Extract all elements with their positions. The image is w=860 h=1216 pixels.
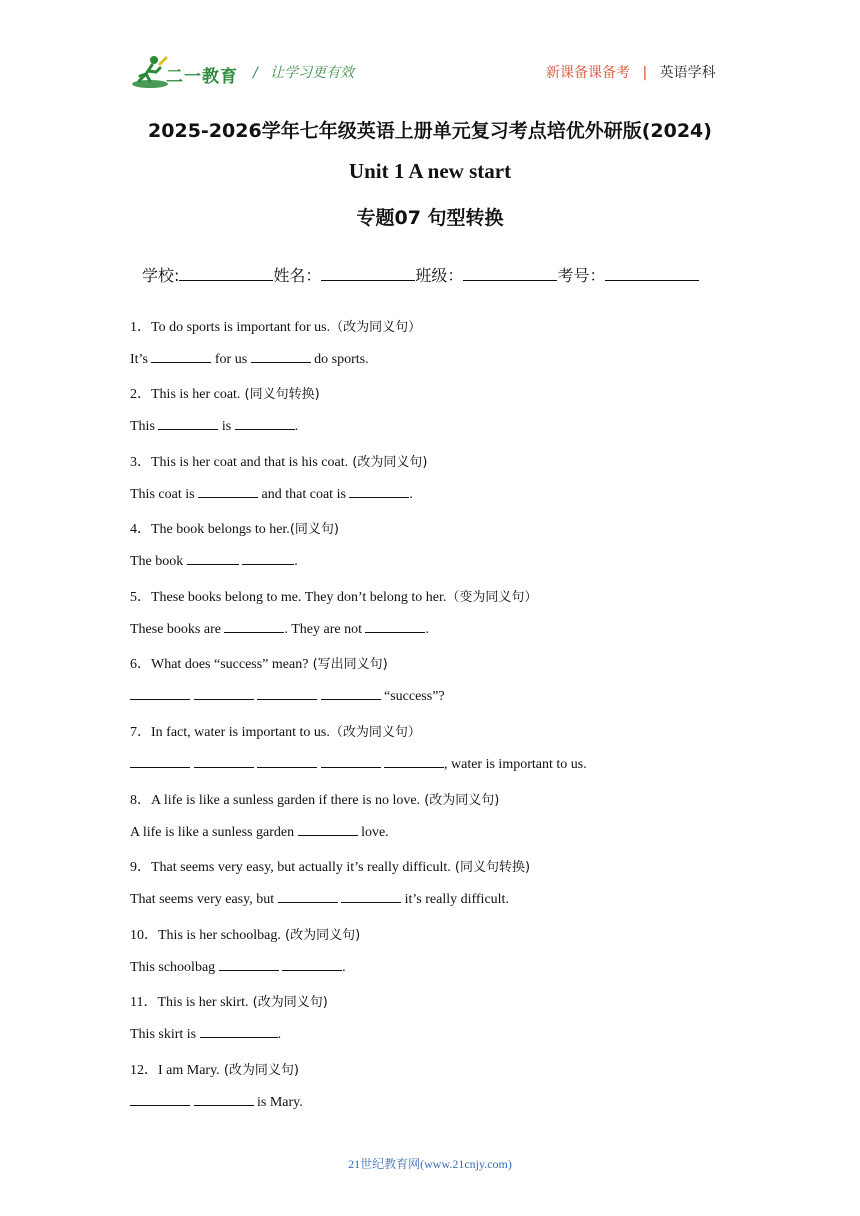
question-7-prompt xyxy=(130,721,421,741)
logo-text: 二一教育 xyxy=(166,67,238,87)
question-4-text: 4．The book belongs to her. xyxy=(130,522,290,537)
question-1-answer xyxy=(130,350,369,368)
question-12-note: (改为同义句) xyxy=(219,1063,299,1078)
slogan-slash: / xyxy=(253,65,258,81)
name-blank xyxy=(321,266,415,281)
q6-blank-4 xyxy=(321,687,381,700)
school-label: 学校: xyxy=(142,266,180,285)
page-footer: 21世纪教育网(www.21cnjy.com) xyxy=(348,1157,512,1171)
q5-blank-1 xyxy=(224,620,284,633)
q10-blank-2 xyxy=(282,958,342,971)
question-9-prompt xyxy=(130,856,530,876)
question-1-text: 1．To do sports is important for us. xyxy=(130,320,331,335)
slogan-text: 让学习更有效 xyxy=(270,65,355,81)
question-10-answer xyxy=(130,958,346,976)
q1-seg-3: do sports. xyxy=(314,352,369,367)
question-8-answer xyxy=(130,823,389,841)
question-9-note: (同义句转换) xyxy=(450,860,531,875)
q11-blank-1 xyxy=(200,1025,278,1038)
question-3-text: 3．This is her coat and that is his coat. xyxy=(130,455,349,470)
header-subject-label: 英语学科 xyxy=(659,65,716,81)
question-11-answer xyxy=(130,1025,281,1043)
q5-seg-1: These books are xyxy=(130,622,221,637)
question-5-note: （变为同义句） xyxy=(446,590,538,605)
question-11-note: (改为同义句) xyxy=(248,995,328,1010)
header-right xyxy=(546,62,716,82)
q6-blank-3 xyxy=(257,687,317,700)
question-10-text: 10．This is her schoolbag. xyxy=(130,928,281,943)
q2-seg-3: . xyxy=(294,419,299,434)
q11-seg-2: . xyxy=(277,1027,282,1042)
header-course-label: 新课备课备考 xyxy=(546,65,630,81)
question-9-answer xyxy=(130,890,509,908)
q7-blank-3 xyxy=(257,755,317,768)
question-8-prompt xyxy=(130,789,499,809)
q5-blank-2 xyxy=(365,620,425,633)
q3-seg-2: and that coat is xyxy=(261,487,346,502)
question-12-text: 12．I am Mary. xyxy=(130,1063,220,1078)
question-11-text: 11．This is her skirt. xyxy=(130,995,249,1010)
q7-blank-1 xyxy=(130,755,190,768)
class-blank xyxy=(463,266,557,281)
q4-seg-1: The book xyxy=(130,554,184,569)
question-1-prompt xyxy=(130,316,421,336)
q1-seg-1: It’s xyxy=(130,352,148,367)
q12-blank-1 xyxy=(130,1093,190,1106)
q7-blank-5 xyxy=(384,755,444,768)
question-2-note: (同义句转换) xyxy=(240,387,320,402)
q2-blank-2 xyxy=(235,417,295,430)
q10-seg-1: This schoolbag xyxy=(130,960,216,975)
q8-blank-1 xyxy=(298,823,358,836)
q11-seg-1: This skirt is xyxy=(130,1027,197,1042)
q10-seg-2: . xyxy=(342,960,346,975)
question-8-note: (改为同义句) xyxy=(420,793,500,808)
unit-title: Unit 1 A new start xyxy=(348,159,512,183)
q6-blank-1 xyxy=(130,687,190,700)
question-6-answer xyxy=(130,687,445,705)
q1-blank-1 xyxy=(151,350,211,363)
name-label: 姓名： xyxy=(273,266,322,285)
q9-seg-1: That seems very easy, but xyxy=(130,892,275,907)
q2-seg-1: This xyxy=(130,419,155,434)
question-5-text: 5．These books belong to me. They don’t belong to her. xyxy=(130,590,447,605)
topic-title: 专题07 句型转换 xyxy=(356,207,504,229)
question-10-note: (改为同义句) xyxy=(280,928,361,943)
q7-blank-2 xyxy=(194,755,254,768)
question-2-answer xyxy=(130,417,298,435)
question-4-prompt xyxy=(130,518,339,538)
slogan xyxy=(253,62,354,82)
q1-seg-2: for us xyxy=(214,352,248,367)
q6-blank-2 xyxy=(194,687,254,700)
q8-seg-2: love. xyxy=(361,825,389,840)
q12-seg-1: is Mary. xyxy=(257,1095,303,1110)
q5-seg-2: . They are not xyxy=(284,622,362,637)
question-6-prompt xyxy=(130,653,388,673)
class-label: 班级： xyxy=(415,266,464,285)
header-separator: | xyxy=(642,65,648,81)
q4-blank-1 xyxy=(187,552,239,565)
exam-no-label: 考号： xyxy=(557,266,606,285)
q7-blank-4 xyxy=(321,755,381,768)
q7-seg-1: , water is important to us. xyxy=(444,757,587,772)
question-7-note: （改为同义句） xyxy=(329,725,421,740)
question-2-prompt xyxy=(130,383,320,403)
logo xyxy=(130,54,248,90)
question-7-answer xyxy=(130,755,587,773)
question-12-prompt xyxy=(130,1059,299,1079)
question-8-text: 8．A life is like a sunless garden if there is no love. xyxy=(130,793,421,808)
doc-title: 2025-2026学年七年级英语上册单元复习考点培优外研版(2024) xyxy=(148,120,712,142)
q3-seg-1: This coat is xyxy=(130,487,195,502)
question-3-note: (改为同义句) xyxy=(348,455,428,470)
question-10-prompt xyxy=(130,924,360,944)
runner-logo-icon xyxy=(130,54,170,90)
q2-seg-2: is xyxy=(221,419,232,434)
q4-seg-2: . xyxy=(294,554,298,569)
question-12-answer xyxy=(130,1093,303,1111)
question-3-answer xyxy=(130,485,413,503)
exam-no-blank xyxy=(605,266,699,281)
question-4-note: (同义句) xyxy=(289,522,339,537)
q9-blank-2 xyxy=(341,890,401,903)
q3-blank-2 xyxy=(349,485,409,498)
page-header xyxy=(0,0,860,90)
q3-seg-3: . xyxy=(409,487,413,502)
q2-blank-1 xyxy=(158,417,218,430)
question-4-answer xyxy=(130,552,298,570)
question-7-text: 7．In fact, water is important to us. xyxy=(130,725,330,740)
question-6-note: (写出同义句) xyxy=(308,657,388,672)
q4-blank-2 xyxy=(242,552,294,565)
school-blank xyxy=(179,266,273,281)
question-5-answer xyxy=(130,620,429,638)
q9-blank-1 xyxy=(278,890,338,903)
question-2-text: 2．This is her coat. xyxy=(130,387,241,402)
question-3-prompt xyxy=(130,451,427,471)
question-9-text: 9．That seems very easy, but actually it’s really difficult. xyxy=(130,860,451,875)
question-11-prompt xyxy=(130,991,328,1011)
q6-seg-1: “success”? xyxy=(384,689,445,704)
q5-seg-3: . xyxy=(425,622,429,637)
q10-blank-1 xyxy=(219,958,279,971)
q8-seg-1: A life is like a sunless garden xyxy=(130,825,295,840)
q1-blank-2 xyxy=(251,350,311,363)
question-1-note: （改为同义句） xyxy=(330,320,422,335)
q3-blank-1 xyxy=(198,485,258,498)
q12-blank-2 xyxy=(194,1093,254,1106)
student-info-row xyxy=(142,263,699,286)
q9-seg-2: it’s really difficult. xyxy=(404,892,509,907)
question-6-text: 6．What does “success” mean? xyxy=(130,657,309,672)
question-5-prompt xyxy=(130,586,537,606)
